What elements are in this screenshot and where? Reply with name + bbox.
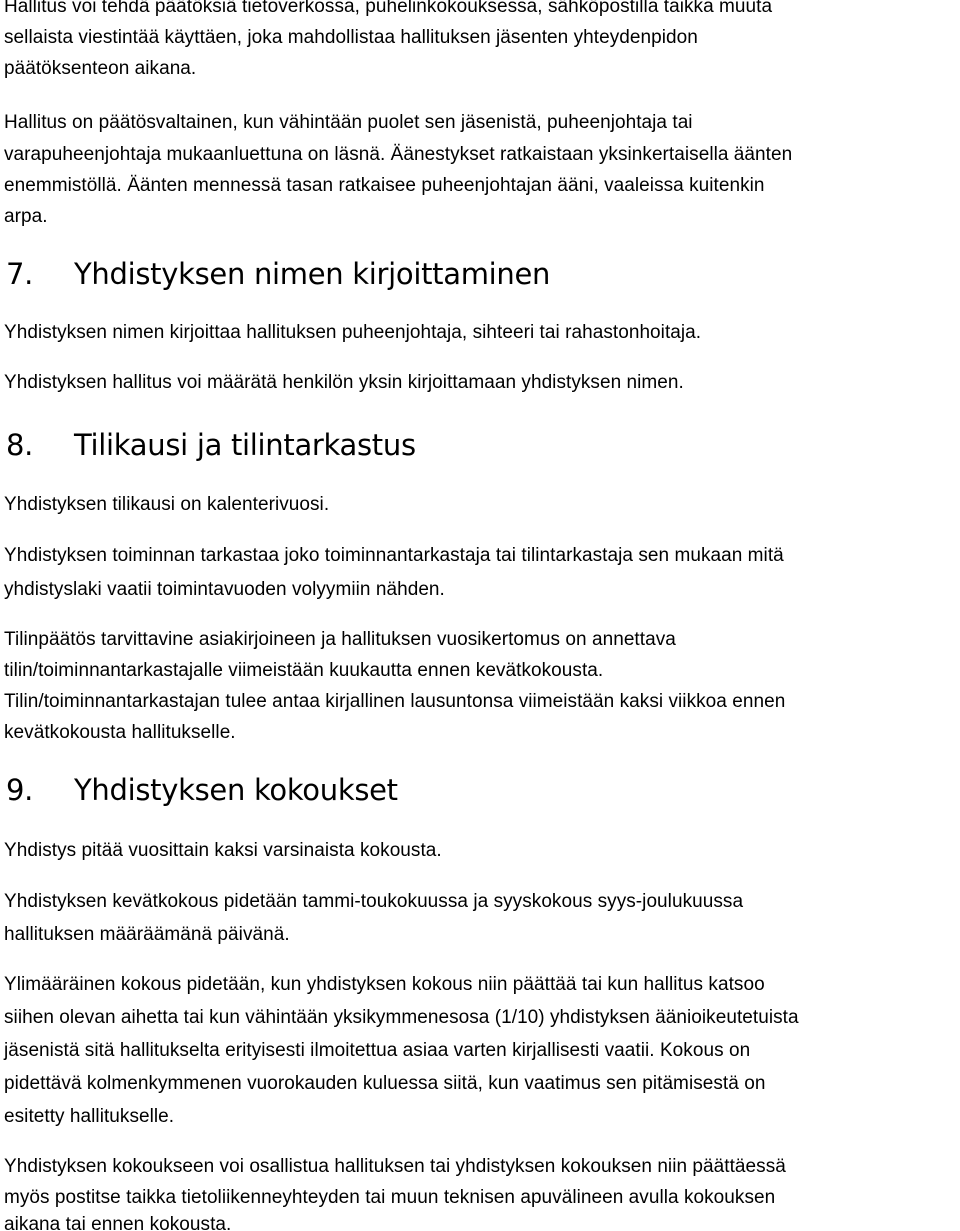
- text-line: Tilin/toiminnantarkastajan tulee antaa kirjallinen lausuntonsa viimeistään kaksi viikkoa ennen: [4, 691, 786, 712]
- text-line: Hallitus voi tehdä päätöksiä tietoverkossa, puhelinkokouksessa, sähköpostilla taikka muuta: [4, 0, 773, 17]
- text-line: Hallitus on päätösvaltainen, kun vähintään puolet sen jäsenistä, puheenjohtaja tai: [4, 112, 693, 133]
- text-line: kevätkokousta hallitukselle.: [4, 722, 236, 743]
- text-line: Yhdistyksen kokoukseen voi osallistua hallituksen tai yhdistyksen kokouksen niin päättäessä: [4, 1156, 786, 1177]
- section-number: 8.: [6, 428, 34, 462]
- text-line: arpa.: [4, 206, 48, 227]
- text-line: pidettävä kolmenkymmenen vuorokauden kuluessa siitä, kun vaatimus sen pitämisestä on: [4, 1073, 766, 1094]
- section-title: Yhdistyksen kokoukset: [74, 773, 398, 807]
- text-line: siihen olevan aihetta tai kun vähintään yksikymmenesosa (1/10) yhdistyksen äänioikeutetuista: [4, 1007, 799, 1028]
- text-line: yhdistyslaki vaatii toimintavuoden volyymiin nähden.: [4, 579, 445, 600]
- text-line: hallituksen määräämänä päivänä.: [4, 924, 290, 945]
- text-line: Yhdistyksen nimen kirjoittaa hallituksen puheenjohtaja, sihteeri tai rahastonhoitaja.: [4, 322, 702, 343]
- section-number: 9.: [6, 773, 34, 807]
- text-line: jäsenistä sitä hallitukselta erityisesti ilmoitettua asiaa varten kirjallisesti vaatii. Kokous on: [4, 1040, 751, 1061]
- text-line: Yhdistyksen toiminnan tarkastaa joko toiminnantarkastaja tai tilintarkastaja sen mukaan mitä: [4, 545, 784, 566]
- text-line: Yhdistys pitää vuosittain kaksi varsinaista kokousta.: [4, 840, 442, 861]
- section-heading-7: [6, 257, 550, 291]
- section-title: Yhdistyksen nimen kirjoittaminen: [74, 257, 551, 291]
- section-title: Tilikausi ja tilintarkastus: [74, 428, 416, 462]
- text-line: sellaista viestintää käyttäen, joka mahdollistaa hallituksen jäsenten yhteydenpidon: [4, 27, 698, 48]
- section-heading-8: [6, 428, 416, 462]
- text-line: tilin/toiminnantarkastajalle viimeistään kuukautta ennen kevätkokousta.: [4, 660, 604, 681]
- text-line: Yhdistyksen kevätkokous pidetään tammi-toukokuussa ja syyskokous syys-joulukuussa: [4, 891, 744, 912]
- text-line: varapuheenjohtaja mukaanluettuna on läsnä. Äänestykset ratkaistaan yksinkertaisella äänten: [4, 144, 793, 165]
- text-line: Yhdistyksen tilikausi on kalenterivuosi.: [4, 494, 330, 515]
- text-line: Tilinpäätös tarvittavine asiakirjoineen ja hallituksen vuosikertomus on annettava: [4, 629, 676, 650]
- text-line: esitetty hallitukselle.: [4, 1106, 175, 1127]
- text-line: aikana tai ennen kokousta.: [4, 1214, 232, 1231]
- section-number: 7.: [6, 257, 34, 291]
- section-heading-9: [6, 773, 398, 807]
- text-line: enemmistöllä. Äänten mennessä tasan ratkaisee puheenjohtajan ääni, vaaleissa kuitenkin: [4, 175, 765, 196]
- text-line: myös postitse taikka tietoliikenneyhteyden tai muun teknisen apuvälineen avulla kokouksen: [4, 1187, 776, 1208]
- text-line: päätöksenteon aikana.: [4, 58, 197, 79]
- text-line: Yhdistyksen hallitus voi määrätä henkilön yksin kirjoittamaan yhdistyksen nimen.: [4, 372, 684, 393]
- text-line: Ylimääräinen kokous pidetään, kun yhdistyksen kokous niin päättää tai kun hallitus katsoo: [4, 974, 765, 995]
